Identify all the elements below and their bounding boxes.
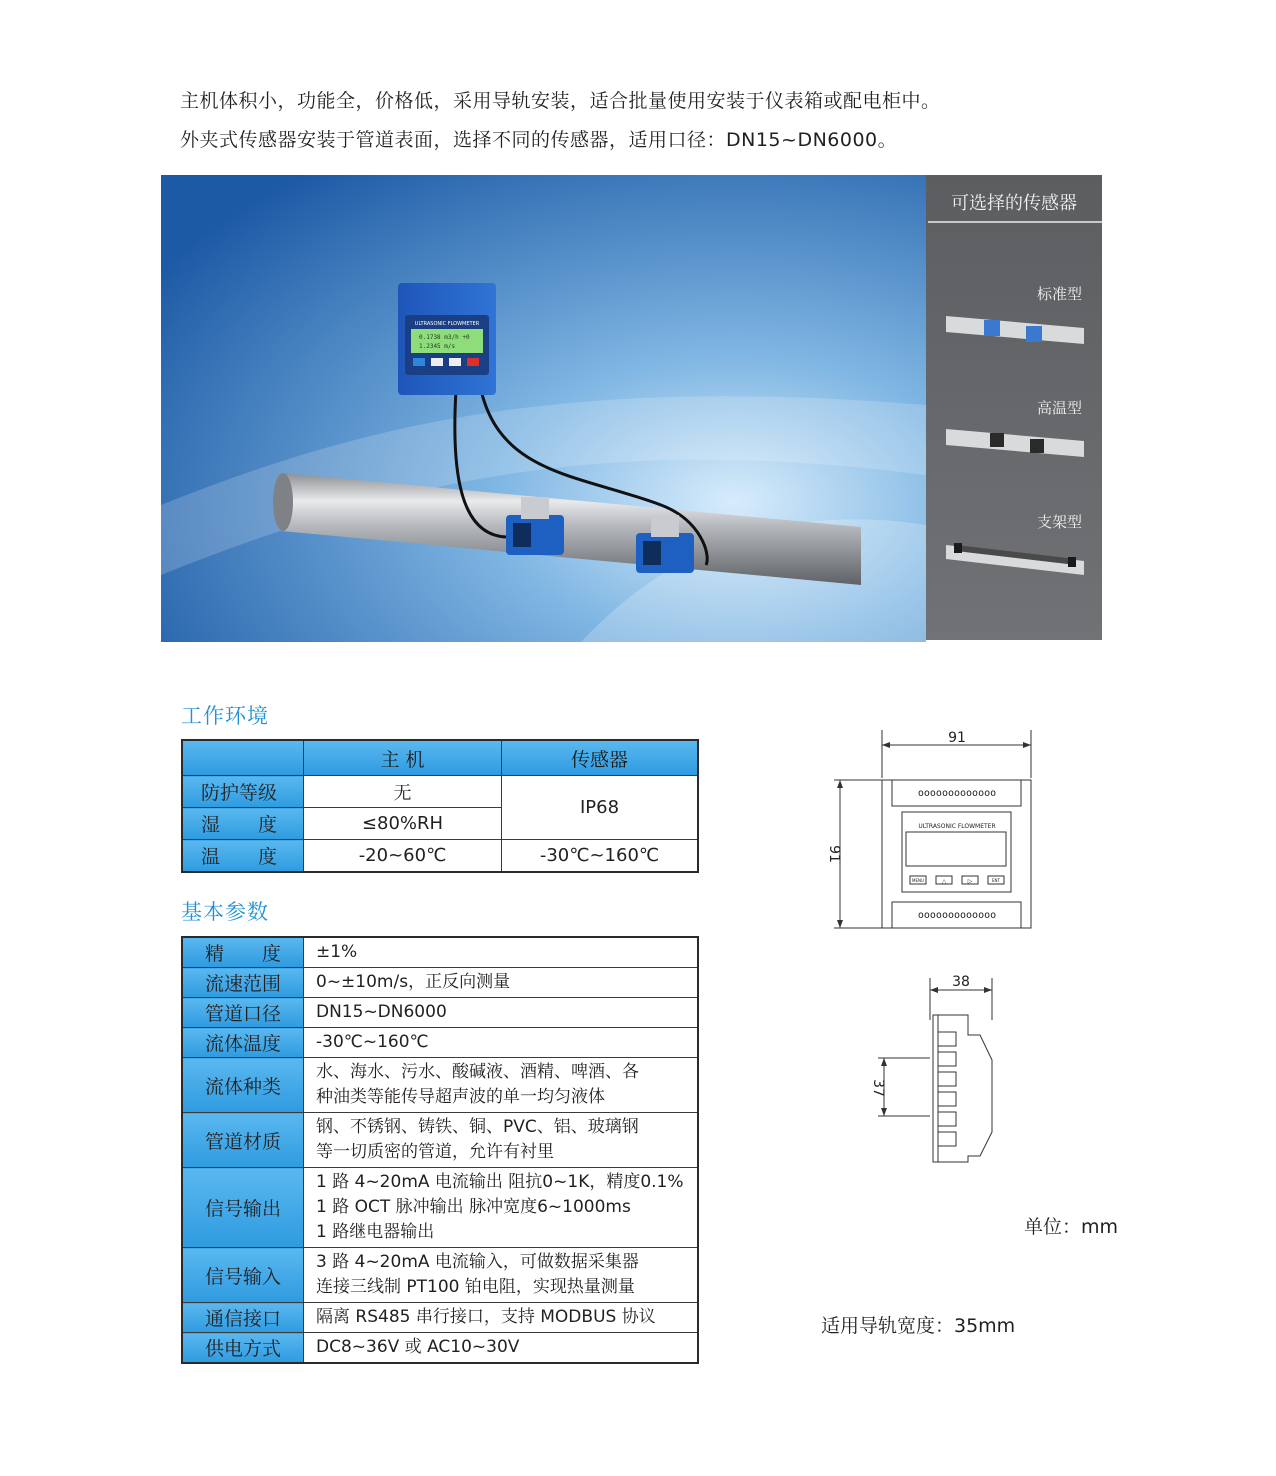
panel-divider [928, 221, 1102, 223]
product-hero-image [161, 175, 926, 642]
table-row [182, 1168, 698, 1248]
row-label: 通信接口 [182, 1303, 304, 1333]
params-table [181, 936, 699, 1364]
bracket-sensor-image [944, 537, 1086, 585]
sensor-value: IP68 [502, 776, 699, 840]
table-row [182, 776, 698, 808]
sensor-option-standard-label: 标准型 [1036, 285, 1082, 303]
row-value: 隔离 RS485 串行接口，支持 MODBUS 协议 [316, 1307, 656, 1327]
bottom-terminals: ooooooooooooo [917, 910, 997, 921]
row-value: DN15~DN6000 [316, 1002, 447, 1022]
table-row [182, 1028, 698, 1058]
dimension-drawings [820, 720, 1080, 1200]
row-value-line: 等一切质密的管道，允许有衬里 [316, 1142, 554, 1162]
intro-line-1: 主机体积小，功能全，价格低，采用导轨安装，适合批量使用安装于仪表箱或配电柜中。 [180, 90, 941, 112]
row-label: 湿 度 [182, 808, 304, 840]
table-row [182, 1058, 698, 1113]
standard-sensor-image [944, 308, 1086, 356]
intro-line-2: 外夹式传感器安装于管道表面，选择不同的传感器，适用口径：DN15~DN6000。 [180, 129, 898, 151]
sensor-option-bracket-label: 支架型 [1036, 513, 1082, 531]
slot-dimension-label: 37 [870, 1079, 886, 1097]
table-row [182, 937, 698, 968]
environment-title: 工作环境 [181, 704, 269, 728]
table-row [182, 1303, 698, 1333]
svg-text:ULTRASONIC FLOWMETER: ULTRASONIC FLOWMETER [414, 321, 480, 327]
row-label: 供电方式 [182, 1333, 304, 1364]
host-value: -20~60℃ [304, 840, 502, 873]
row-label: 流速范围 [182, 968, 304, 998]
sensor-options-title: 可选择的传感器 [951, 193, 1077, 214]
row-value-line: 3 路 4~20mA 电流输入，可做数据采集器 [316, 1252, 639, 1272]
row-label: 信号输入 [182, 1248, 304, 1303]
row-label: 流体温度 [182, 1028, 304, 1058]
rail-width-note: 适用导轨宽度：35mm [821, 1315, 1016, 1337]
height-dimension-label: 91 [826, 845, 842, 863]
svg-text:1.2345 m/s: 1.2345 m/s [419, 343, 456, 350]
high-temp-sensor-image [944, 421, 1086, 469]
table-row [182, 1333, 698, 1364]
params-title: 基本参数 [181, 900, 269, 924]
sensor-option-high-temp-label: 高温型 [1036, 399, 1082, 417]
row-value: ±1% [316, 942, 358, 962]
table-row [182, 968, 698, 998]
sensor-options-panel [926, 175, 1102, 640]
front-title: ULTRASONIC FLOWMETER [918, 823, 996, 830]
row-label: 信号输出 [182, 1168, 304, 1248]
row-value-line: 1 路继电器输出 [316, 1222, 435, 1242]
environment-table [181, 739, 699, 873]
environment-header-host: 主 机 [304, 740, 502, 776]
row-value: -30℃~160℃ [316, 1032, 429, 1052]
row-label: 管道材质 [182, 1113, 304, 1168]
row-value-line: 1 路 4~20mA 电流输出 阻抗0~1K，精度0.1% [316, 1172, 684, 1192]
depth-dimension-label: 38 [952, 974, 970, 990]
table-row [182, 998, 698, 1028]
row-value: DC8~36V 或 AC10~30V [316, 1337, 520, 1357]
environment-header-row [182, 740, 698, 776]
environment-header-blank [182, 740, 304, 776]
row-value: 0~±10m/s，正反向测量 [316, 972, 511, 992]
row-value-line: 钢、不锈钢、铸铁、铜、PVC、铝、玻璃钢 [316, 1117, 639, 1137]
host-value: ≤80%RH [304, 808, 502, 840]
row-value-line: 种油类等能传导超声波的单一均匀液体 [316, 1087, 605, 1107]
unit-note: 单位：mm [1024, 1216, 1119, 1238]
row-label: 防护等级 [182, 776, 304, 808]
environment-header-sensor: 传感器 [502, 740, 699, 776]
right-key: ▷ [967, 878, 973, 885]
host-value: 无 [304, 776, 502, 808]
up-key: △ [941, 878, 947, 885]
row-label: 管道口径 [182, 998, 304, 1028]
enter-key: ENT [992, 878, 1000, 883]
svg-text:0.1738 m3/h +0: 0.1738 m3/h +0 [419, 334, 470, 341]
row-value-line: 连接三线制 PT100 铂电阻，实现热量测量 [316, 1277, 635, 1297]
sensor-value: -30℃~160℃ [502, 840, 699, 873]
table-row [182, 1248, 698, 1303]
menu-key: MENU [912, 878, 924, 883]
table-row [182, 840, 698, 873]
row-value-line: 1 路 OCT 脉冲输出 脉冲宽度6~1000ms [316, 1197, 631, 1217]
row-value-line: 水、海水、污水、酸碱液、酒精、啤酒、各 [316, 1062, 639, 1082]
table-row [182, 1113, 698, 1168]
row-label: 流体种类 [182, 1058, 304, 1113]
top-terminals: ooooooooooooo [917, 788, 997, 799]
row-label: 精 度 [182, 937, 304, 968]
width-dimension-label: 91 [948, 730, 966, 746]
row-label: 温 度 [182, 840, 304, 873]
